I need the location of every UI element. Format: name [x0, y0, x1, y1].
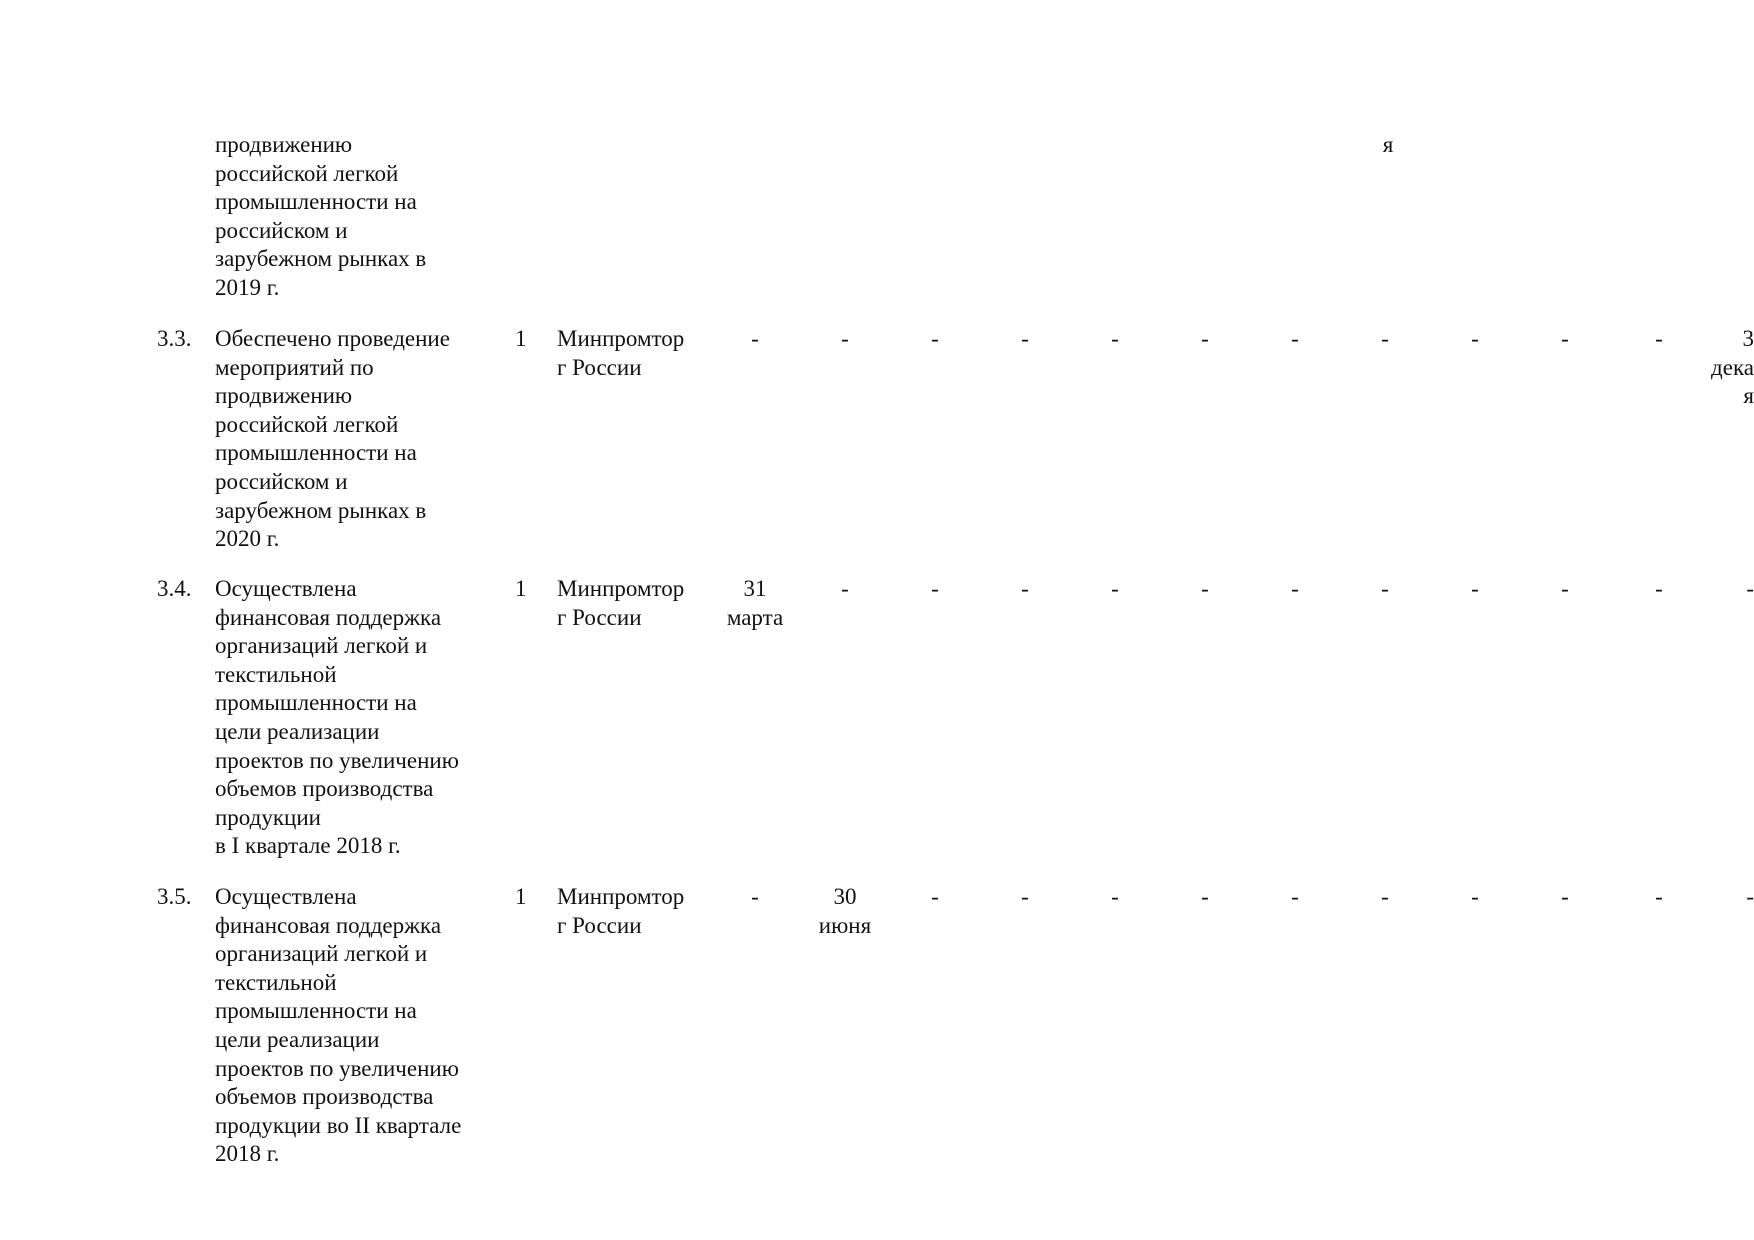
row-description: Осуществлена финансовая поддержка организаций легкой и текстильной промышленности на цели реализации проектов по увеличению объемов производства продукции во II квартале 2018 г.	[215, 884, 462, 1167]
month-cell-last: -	[1746, 884, 1754, 909]
month-cell: -	[1291, 326, 1299, 351]
month-cell: -	[751, 326, 759, 351]
month-cell: -	[1291, 576, 1299, 601]
row-level: 1	[515, 576, 527, 601]
month-cell: -	[1655, 576, 1663, 601]
month-cell: -	[751, 884, 759, 909]
row-description: Обеспечено проведение мероприятий по продвижению российской легкой промышленности на российском и зарубежном рынках в 2020 г.	[215, 326, 450, 552]
month-cell: -	[1655, 884, 1663, 909]
month-cell-last: 3 дека я	[1711, 326, 1754, 409]
month-cell: -	[1561, 576, 1569, 601]
month-cell: -	[1111, 884, 1119, 909]
row-responsible: Минпромтор г России	[557, 576, 685, 630]
month-cell: -	[841, 576, 849, 601]
month-cell: -	[1381, 326, 1389, 351]
month-cell: -	[931, 884, 939, 909]
month-cell: -	[1381, 884, 1389, 909]
month-cell: -	[1471, 326, 1479, 351]
month-cell: -	[1021, 884, 1029, 909]
month-cell: -	[1381, 576, 1389, 601]
row-responsible: Минпромтор г России	[557, 884, 685, 938]
month-cell-last: -	[1746, 576, 1754, 601]
month-cell: -	[931, 326, 939, 351]
month-cell: -	[1111, 326, 1119, 351]
row-number: 3.4.	[157, 576, 192, 601]
row-responsible: Минпромтор г России	[557, 326, 685, 380]
month-cell: -	[1561, 326, 1569, 351]
month-cell: 31 марта	[726, 576, 784, 630]
month-cell: -	[1021, 326, 1029, 351]
month-cell: -	[841, 326, 849, 351]
month-cell: -	[1201, 326, 1209, 351]
month-cell: -	[1655, 326, 1663, 351]
row-number: 3.3.	[157, 326, 192, 351]
month-cell: -	[931, 576, 939, 601]
continued-row-fragment: я	[1382, 132, 1394, 157]
row-level: 1	[515, 884, 527, 909]
month-cell: -	[1111, 576, 1119, 601]
month-cell: 30 июня	[818, 884, 872, 938]
month-cell: -	[1561, 884, 1569, 909]
month-cell: -	[1291, 884, 1299, 909]
month-cell: -	[1471, 884, 1479, 909]
month-cell: -	[1021, 576, 1029, 601]
month-cell: -	[1201, 884, 1209, 909]
month-cell: -	[1201, 576, 1209, 601]
row-description: Осуществлена финансовая поддержка организаций легкой и текстильной промышленности на цели реализации проектов по увеличению объемов производства продукции в I квартале 2018 г.	[215, 576, 459, 859]
row-level: 1	[515, 326, 527, 351]
row-number: 3.5.	[157, 884, 192, 909]
month-cell: -	[1471, 576, 1479, 601]
continued-row-description: продвижению российской легкой промышленности на российском и зарубежном рынках в 2019 г.	[215, 132, 427, 300]
